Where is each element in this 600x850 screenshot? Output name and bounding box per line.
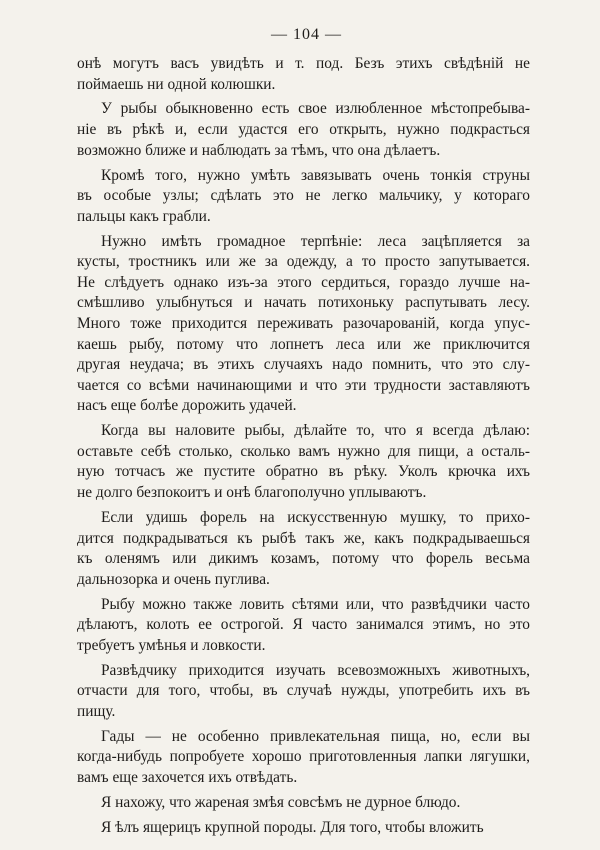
- text-line: Много тоже приходится переживать разочарованiй, когда упус-: [77, 315, 530, 333]
- text-line: другая неудача; въ этихъ случаяхъ надо помнить, что это слу-: [77, 356, 530, 374]
- text-line: возможно ближе и наблюдать за тѣмъ, что она дѣлаетъ.: [77, 141, 441, 159]
- text-line: Я нахожу, что жареная змѣя совсѣмъ не дурное блюдо.: [101, 793, 461, 811]
- text-line: У рыбы обыкновенно есть свое излюбленное мѣстопребыва-: [101, 100, 530, 118]
- text-line: Рыбу можно также ловить сѣтями или, что развѣдчики часто: [101, 595, 530, 613]
- text-line: Если удишь форель на искусственную мушку, то прихо-: [101, 508, 530, 526]
- text-line: нiе въ рѣкѣ и, если удастся его открыть, нужно подкрасться: [77, 121, 530, 139]
- body-text: [77, 54, 530, 838]
- text-line: дѣлаютъ, колоть ее острогой. Я часто занимался этимъ, но это: [77, 616, 530, 634]
- text-line: ную тотчасъ же пустите обратно въ рѣку. Уколъ крючка ихъ: [77, 463, 530, 481]
- paragraph: [77, 421, 530, 503]
- page-number: — 104 —: [271, 26, 342, 43]
- text-line: кусты, тростникъ или же за одежду, а то просто запутывается.: [77, 253, 530, 271]
- text-line: смѣшливо улыбнуться и начать потихоньку распутывать лесу.: [77, 294, 530, 312]
- paragraph: [77, 508, 530, 590]
- paragraph: [77, 166, 530, 228]
- text-line: дальнозорка и очень пуглива.: [77, 570, 270, 588]
- text-line: Я ѣлъ ящерицъ крупной породы. Для того, чтобы вложить: [101, 818, 484, 836]
- paragraph: [77, 661, 530, 723]
- paragraph: [77, 54, 530, 95]
- text-line: пальцы какъ грабли.: [77, 207, 211, 225]
- text-line: не долго безпокоитъ и онѣ благополучно уплываютъ.: [77, 484, 427, 502]
- text-line: Нужно имѣть громадное терпѣнiе: леса зацѣпляется за: [101, 232, 530, 250]
- text-line: отчасти для того, чтобы, въ случаѣ нужды, употребить ихъ въ: [77, 682, 530, 700]
- text-line: когда-нибудь попробуете хорошо приготовленныя лапки лягушки,: [77, 748, 530, 766]
- text-line: каешь рыбу, потому что лопнетъ леса или же приключится: [77, 335, 530, 353]
- text-line: требуетъ умѣнья и ловкости.: [77, 636, 266, 654]
- text-line: Кромѣ того, нужно умѣть завязывать очень тонкiя струны: [101, 166, 530, 184]
- paragraph: [77, 727, 530, 789]
- text-line: вамъ еще захочется ихъ отвѣдать.: [77, 768, 298, 786]
- text-line: Развѣдчику приходится изучать всевозможныхъ животныхъ,: [101, 661, 530, 679]
- text-line: Гады — не особенно привлекательная пища, но, если вы: [101, 727, 530, 745]
- text-line: Когда вы наловите рыбы, дѣлайте то, что я всегда дѣлаю:: [101, 422, 530, 440]
- paragraph: [77, 595, 530, 657]
- text-line: Не слѣдуетъ однако изъ-за этого сердиться, гораздо лучше на-: [77, 273, 530, 291]
- text-line: онѣ могутъ васъ увидѣть и т. под. Безъ этихъ свѣдѣнiй не: [77, 55, 530, 72]
- paragraph: [77, 232, 530, 417]
- text-line: чается со всѣми начинающими и что эти трудности заставляютъ: [77, 376, 530, 394]
- text-line: пищу.: [77, 702, 116, 720]
- text-line: дится подкрадываться къ рыбѣ такъ же, какъ подкрадываешься: [77, 529, 530, 547]
- text-line: къ оленямъ или дикимъ козамъ, потому что форель весьма: [77, 550, 530, 568]
- paragraph: [77, 99, 530, 161]
- paragraph: [77, 793, 530, 814]
- text-line: въ особые узлы; сдѣлать это не легко мальчику, у котораго: [77, 187, 530, 205]
- text-line: поймаешь ни одной колюшки.: [77, 75, 276, 93]
- paragraph: [77, 818, 530, 839]
- text-line: оставьте себѣ столько, сколько вамъ нужно для пищи, а осталь-: [77, 442, 530, 460]
- text-line: насъ еще болѣе дорожить удачей.: [77, 397, 297, 415]
